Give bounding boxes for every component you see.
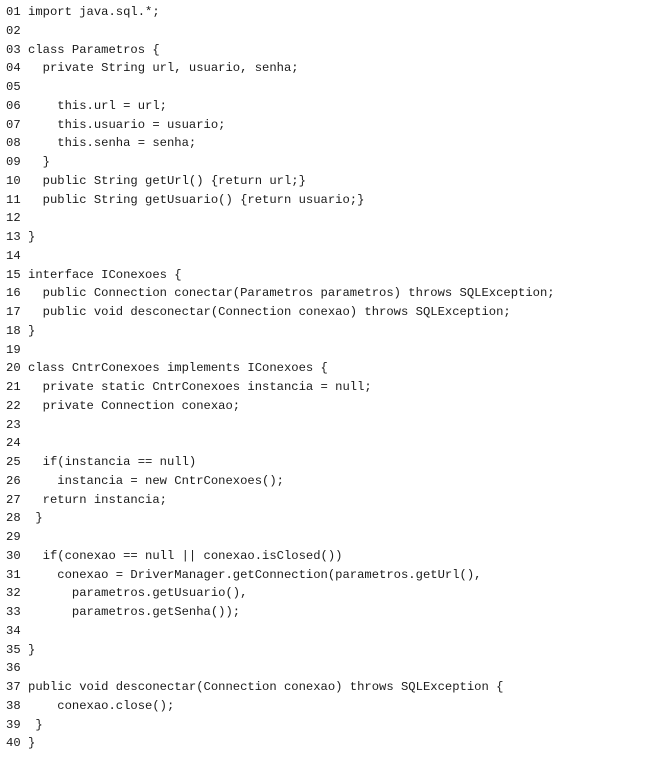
line-text: } (28, 230, 36, 244)
code-line (6, 416, 641, 435)
line-number: 16 (6, 286, 21, 301)
line-text: instancia = new CntrConexoes(); (28, 473, 284, 488)
line-number: 19 (6, 342, 21, 357)
line-text: return instancia; (28, 492, 167, 507)
line-text: parametros.getUsuario(), (28, 586, 248, 601)
line-text: } (28, 511, 43, 526)
code-line (6, 697, 641, 716)
line-number: 40 (6, 736, 21, 751)
code-line (6, 566, 641, 585)
line-text: } (28, 155, 50, 169)
line-number: 02 (6, 23, 21, 38)
code-line (6, 22, 641, 41)
code-line (6, 472, 641, 491)
line-number: 21 (6, 380, 21, 394)
code-line (6, 134, 641, 153)
line-number: 26 (6, 473, 21, 488)
line-number: 13 (6, 230, 21, 244)
line-number: 07 (6, 117, 21, 132)
line-text: private Connection conexao; (28, 398, 241, 413)
line-text: parametros.getSenha()); (28, 605, 241, 619)
code-line (6, 716, 641, 735)
code-line (6, 284, 641, 303)
code-line (6, 397, 641, 416)
code-line (6, 3, 641, 22)
code-line (6, 322, 641, 341)
line-number: 32 (6, 586, 21, 601)
code-line (6, 491, 641, 510)
line-text: public void desconectar(Connection conexao) throws SQLException { (28, 680, 504, 694)
line-text: } (28, 736, 36, 751)
code-line (6, 528, 641, 547)
line-number: 12 (6, 211, 21, 226)
line-number: 04 (6, 61, 21, 76)
line-text: if(conexao == null || conexao.isClosed()) (28, 548, 343, 563)
code-line (6, 603, 641, 622)
code-line (6, 734, 641, 753)
line-number: 24 (6, 436, 21, 451)
line-text: public String getUsuario() {return usuario;} (28, 192, 365, 207)
code-line (6, 659, 641, 678)
line-number: 14 (6, 248, 21, 263)
line-number: 36 (6, 661, 21, 676)
line-number: 30 (6, 548, 21, 563)
line-number: 06 (6, 98, 21, 113)
code-line (6, 584, 641, 603)
code-line (6, 622, 641, 641)
code-line (6, 41, 641, 60)
line-number: 03 (6, 42, 21, 57)
code-line (6, 378, 641, 397)
line-number: 10 (6, 173, 21, 188)
line-number: 28 (6, 511, 21, 526)
code-line (6, 678, 641, 697)
line-number: 38 (6, 698, 21, 713)
code-line (6, 172, 641, 191)
line-text: conexao.close(); (28, 698, 175, 713)
line-text: conexao = DriverManager.getConnection(parametros.getUrl(), (28, 567, 482, 582)
line-text: if(instancia == null) (28, 455, 197, 469)
line-number: 01 (6, 5, 21, 19)
code-line (6, 359, 641, 378)
code-line (6, 116, 641, 135)
code-line (6, 509, 641, 528)
line-number: 37 (6, 680, 21, 694)
line-number: 35 (6, 642, 21, 657)
line-number: 15 (6, 267, 21, 282)
line-text: interface IConexoes { (28, 267, 182, 282)
line-number: 29 (6, 530, 21, 544)
code-line (6, 153, 641, 172)
code-line (6, 191, 641, 210)
line-number: 39 (6, 717, 21, 732)
code-line (6, 303, 641, 322)
line-text: public String getUrl() {return url;} (28, 173, 306, 188)
code-line (6, 453, 641, 472)
line-number: 11 (6, 192, 21, 207)
line-text: private String url, usuario, senha; (28, 61, 299, 76)
code-listing (6, 3, 641, 753)
line-text: this.senha = senha; (28, 136, 197, 151)
line-number: 09 (6, 155, 21, 169)
line-number: 25 (6, 455, 21, 469)
line-number: 33 (6, 605, 21, 619)
code-line (6, 266, 641, 285)
line-text: class CntrConexoes implements IConexoes { (28, 361, 328, 376)
line-text: class Parametros { (28, 42, 160, 57)
line-number: 17 (6, 305, 21, 319)
code-line (6, 341, 641, 360)
code-line (6, 59, 641, 78)
line-text: } (28, 323, 36, 338)
code-line (6, 209, 641, 228)
line-number: 22 (6, 398, 21, 413)
line-number: 05 (6, 80, 21, 94)
line-number: 18 (6, 323, 21, 338)
line-number: 34 (6, 623, 21, 638)
line-text: import java.sql.*; (28, 5, 160, 19)
line-number: 31 (6, 567, 21, 582)
line-number: 27 (6, 492, 21, 507)
line-text: private static CntrConexoes instancia = null; (28, 380, 372, 394)
code-line (6, 547, 641, 566)
line-text: this.url = url; (28, 98, 167, 113)
line-text: } (28, 717, 43, 732)
code-line (6, 247, 641, 266)
code-line (6, 641, 641, 660)
code-line (6, 228, 641, 247)
line-number: 08 (6, 136, 21, 151)
code-line (6, 97, 641, 116)
line-text: } (28, 642, 36, 657)
line-text: public Connection conectar(Parametros parametros) throws SQLException; (28, 286, 555, 301)
code-line (6, 434, 641, 453)
line-text: this.usuario = usuario; (28, 117, 226, 132)
code-line (6, 78, 641, 97)
line-number: 20 (6, 361, 21, 376)
line-number: 23 (6, 417, 21, 432)
line-text: public void desconectar(Connection conexao) throws SQLException; (28, 305, 511, 319)
